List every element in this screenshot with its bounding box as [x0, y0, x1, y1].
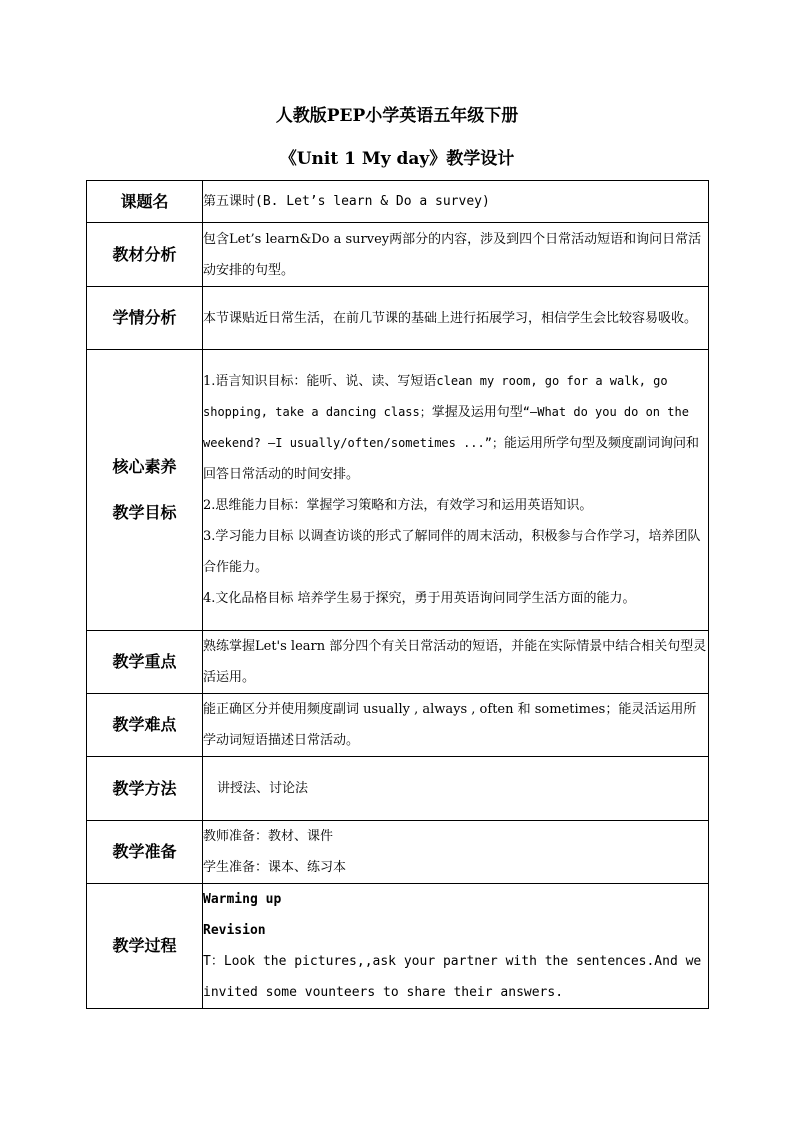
row-content-objectives [203, 350, 709, 631]
lesson-plan-table [86, 180, 709, 1009]
document-title-line2: 《Unit 1 My day》教学设计 [279, 149, 515, 169]
row-label-topic: 课题名 [87, 181, 203, 223]
row-label-prep: 教学准备 [87, 821, 203, 884]
row-label-key: 教学重点 [87, 631, 203, 694]
process-heading-revision: Revision [203, 923, 266, 938]
objective-language [203, 366, 708, 490]
row-content-process [203, 884, 709, 1009]
row-label-objectives [87, 350, 203, 631]
row-label-objectives-line2: 教学目标 [112, 503, 177, 522]
prep-teacher: 教师准备：教材、课件 [203, 829, 334, 844]
row-content-material: 包含Let’s learn&Do a survey两部分的内容，涉及到四个日常活动短语和询问日常活动安排的句型。 [203, 223, 709, 287]
table-row-objectives [87, 350, 709, 631]
row-label-process: 教学过程 [87, 884, 203, 1009]
row-label-student: 学情分析 [87, 287, 203, 350]
prep-student: 学生准备：课本、练习本 [203, 860, 347, 875]
table-row-topic [87, 181, 709, 223]
row-content-topic: 第五课时(B. Let’s learn & Do a survey) [203, 181, 709, 223]
table-row-prep [87, 821, 709, 884]
row-content-method: 讲授法、讨论法 [203, 757, 709, 821]
process-heading-warming-up: Warming up [203, 892, 282, 907]
row-label-difficult: 教学难点 [87, 694, 203, 757]
row-content-student: 本节课贴近日常生活，在前几节课的基础上进行拓展学习，相信学生会比较容易吸收。 [203, 287, 709, 350]
objective-culture: 4.文化品格目标 培养学生易于探究，勇于用英语询问同学生活方面的能力。 [203, 591, 636, 606]
document-title-line1: 人教版PEP小学英语五年级下册 [275, 106, 519, 126]
objective-language-sentence: “—What do you do on the weekend? —I usually/often/sometimes ...”； [203, 405, 689, 450]
table-row-method [87, 757, 709, 821]
table-row-difficult [87, 694, 709, 757]
row-label-objectives-line1: 核心素养 [112, 457, 177, 476]
objective-thinking: 2.思维能力目标：掌握学习策略和方法，有效学习和运用英语知识。 [203, 498, 593, 513]
objective-learning: 3.学习能力目标 以调查访谈的形式了解同伴的周末活动，积极参与合作学习，培养团队合作能力。 [203, 529, 701, 575]
table-row-student [87, 287, 709, 350]
objective-language-part2: 掌握及运用句型 [431, 405, 523, 420]
objective-language-part3: 能运用所学句型及频度副词询问和回答日常活动的时间安排。 [203, 436, 700, 482]
row-label-material: 教材分析 [87, 223, 203, 287]
row-content-key: 熟练掌握Let's learn 部分四个有关日常活动的短语，并能在实际情景中结合相关句型灵活运用。 [203, 631, 709, 694]
row-content-prep [203, 821, 709, 884]
table-row-key [87, 631, 709, 694]
objective-language-part1: 1.语言知识目标：能听、说、读、写短语 [203, 374, 437, 389]
row-content-difficult: 能正确区分并使用频度副词 usually , always , often 和 sometimes；能灵活运用所学动词短语描述日常活动。 [203, 694, 709, 757]
row-label-method: 教学方法 [87, 757, 203, 821]
table-row-process [87, 884, 709, 1009]
process-text-line1: T：Look the pictures,,ask your partner with the sentences.And we [203, 954, 702, 969]
table-row-material [87, 223, 709, 287]
objective-language-phrases: clean my room, go for a walk, go shopping, take a dancing class； [203, 374, 668, 419]
process-text-line2: invited some vounteers to share their answers. [203, 985, 564, 1000]
